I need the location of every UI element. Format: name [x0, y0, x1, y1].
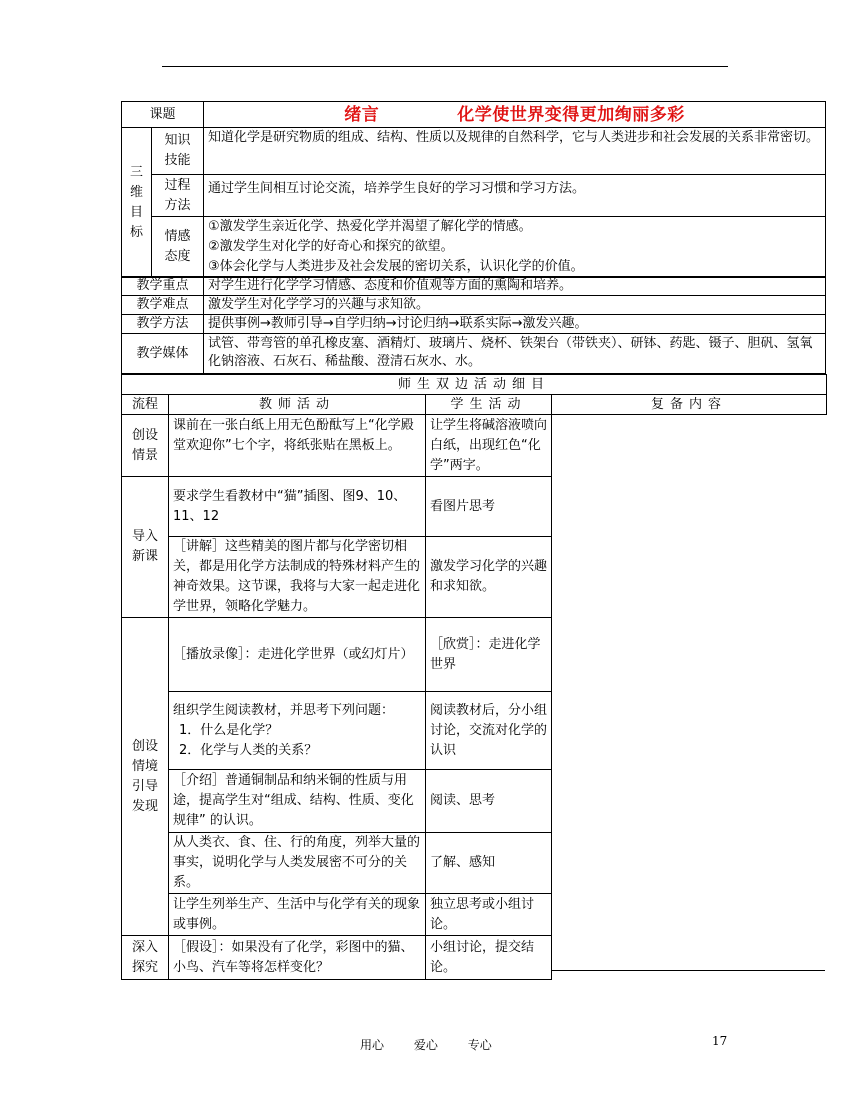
stage-label: 深入探究 [122, 936, 169, 980]
footer-word: 专心 [467, 1038, 492, 1052]
difficulty-text: 激发学生对化学学习的兴趣与求知欲。 [204, 296, 826, 315]
teacher-activity: 从人类衣、食、住、行的角度，列举大量的事实，说明化学与人类发展密不可分的关系。 [169, 833, 426, 894]
key-point-label: 教学重点 [122, 277, 204, 296]
process-label: 过程方法 [152, 175, 204, 217]
student-activity: 了解、感知 [426, 833, 552, 894]
section-title: 师生双边活动细目 [122, 375, 827, 395]
difficulty-label: 教学难点 [122, 296, 204, 315]
stage-label: 创设情景 [122, 415, 169, 477]
student-activity: 让学生将碱溶液喷向白纸，出现红色“化学”两字。 [426, 415, 552, 477]
student-activity: 阅读教材后，分小组讨论，交流对化学的认识 [426, 692, 552, 770]
review-cell [552, 415, 827, 980]
emotion-item: ③体会化学与人类进步及社会发展的密切关系，认识化学的价值。 [208, 259, 584, 274]
footer-word: 用心 [360, 1038, 385, 1052]
student-activity: ［欣赏］：走进化学世界 [426, 618, 552, 692]
col-flow: 流程 [122, 395, 169, 415]
media-text: 试管、带弯管的单孔橡皮塞、酒精灯、玻璃片、烧杯、铁架台（带铁夹）、研钵、药匙、镊子、胆矾、氢氧化钠溶液、石灰石、稀盐酸、澄清石灰水、水。 [204, 334, 826, 374]
top-rule [162, 66, 728, 67]
student-activity: 激发学习化学的兴趣和求知欲。 [426, 537, 552, 618]
emotion-text [204, 217, 826, 278]
page-number: 17 [712, 1034, 728, 1048]
method-rows-table [121, 276, 826, 374]
teacher-activity: 组织学生阅读教材，并思考下列问题： 1．什么是化学？ 2．化学与人类的关系？ [169, 692, 426, 770]
student-activity: 看图片思考 [426, 477, 552, 537]
student-activity: 阅读、思考 [426, 770, 552, 833]
stage-label: 创设情境引导发现 [122, 618, 169, 936]
lesson-info-table [121, 101, 826, 128]
title-left: 绪言 [344, 104, 380, 125]
emotion-label: 情感态度 [152, 217, 204, 278]
media-label: 教学媒体 [122, 334, 204, 374]
question-item: 2．化学与人类的关系？ [179, 742, 318, 758]
topic-label: 课题 [122, 102, 204, 128]
knowledge-text: 知道化学是研究物质的组成、结构、性质以及规律的自然科学，它与人类进步和社会发展的关系非常密切。 [204, 128, 826, 175]
title-right: 化学使世界变得更加绚丽多彩 [457, 104, 685, 125]
col-student: 学生活动 [426, 395, 552, 415]
activity-header-row [122, 395, 827, 415]
teacher-activity: ［播放录像］：走进化学世界（或幻灯片） [169, 618, 426, 692]
question-item: 1．什么是化学？ [179, 722, 279, 738]
teacher-activity: ［介绍］普通铜制品和纳米铜的性质与用途，提高学生对“组成、结构、性质、变化规律” 的认识。 [169, 770, 426, 833]
student-activity: 独立思考或小组讨论。 [426, 894, 552, 936]
three-dim-goals-label: 三维目标 [122, 128, 152, 278]
lesson-title [204, 102, 826, 128]
table-row [122, 415, 827, 477]
knowledge-label: 知识技能 [152, 128, 204, 175]
student-activity: 小组讨论，提交结论。 [426, 936, 552, 980]
teacher-activity: 要求学生看教材中“猫”插图、图9、10、11、12 [169, 477, 426, 537]
emotion-item: ②激发学生对化学的好奇心和探究的欲望。 [208, 239, 454, 254]
footer-motto [360, 1036, 518, 1053]
activity-section-table [121, 374, 827, 395]
process-text: 通过学生间相互讨论交流，培养学生良好的学习习惯和学习方法。 [204, 175, 826, 217]
stage-label: 导入新课 [122, 477, 169, 618]
teacher-activity: ［讲解］这些精美的图片都与化学密切相关，都是用化学方法制成的特殊材料产生的神奇效果。这节课，我将与大家一起走进化学世界，领略化学魅力。 [169, 537, 426, 618]
emotion-item: ①激发学生亲近化学、热爱化学并渴望了解化学的情感。 [208, 219, 532, 234]
teacher-activity: 课前在一张白纸上用无色酚酞写上“化学殿堂欢迎你”七个字，将纸张贴在黑板上。 [169, 415, 426, 477]
topic-row [122, 102, 826, 128]
teacher-activity: ［假设］：如果没有了化学，彩图中的猫、小鸟、汽车等将怎样变化？ [169, 936, 426, 980]
method-text: 提供事例→教师引导→自学归纳→讨论归纳→联系实际→激发兴趣。 [204, 315, 826, 334]
col-teacher: 教师活动 [169, 395, 426, 415]
method-label: 教学方法 [122, 315, 204, 334]
footer-word: 爱心 [413, 1038, 438, 1052]
teacher-activity: 让学生列举生产、生活中与化学有关的现象或事例。 [169, 894, 426, 936]
goals-table [121, 127, 826, 278]
key-point-text: 对学生进行化学学习情感、态度和价值观等方面的熏陶和培养。 [204, 277, 826, 296]
col-review: 复备内容 [552, 395, 827, 415]
review-bottom-rule [551, 970, 825, 971]
activity-table [121, 394, 827, 980]
